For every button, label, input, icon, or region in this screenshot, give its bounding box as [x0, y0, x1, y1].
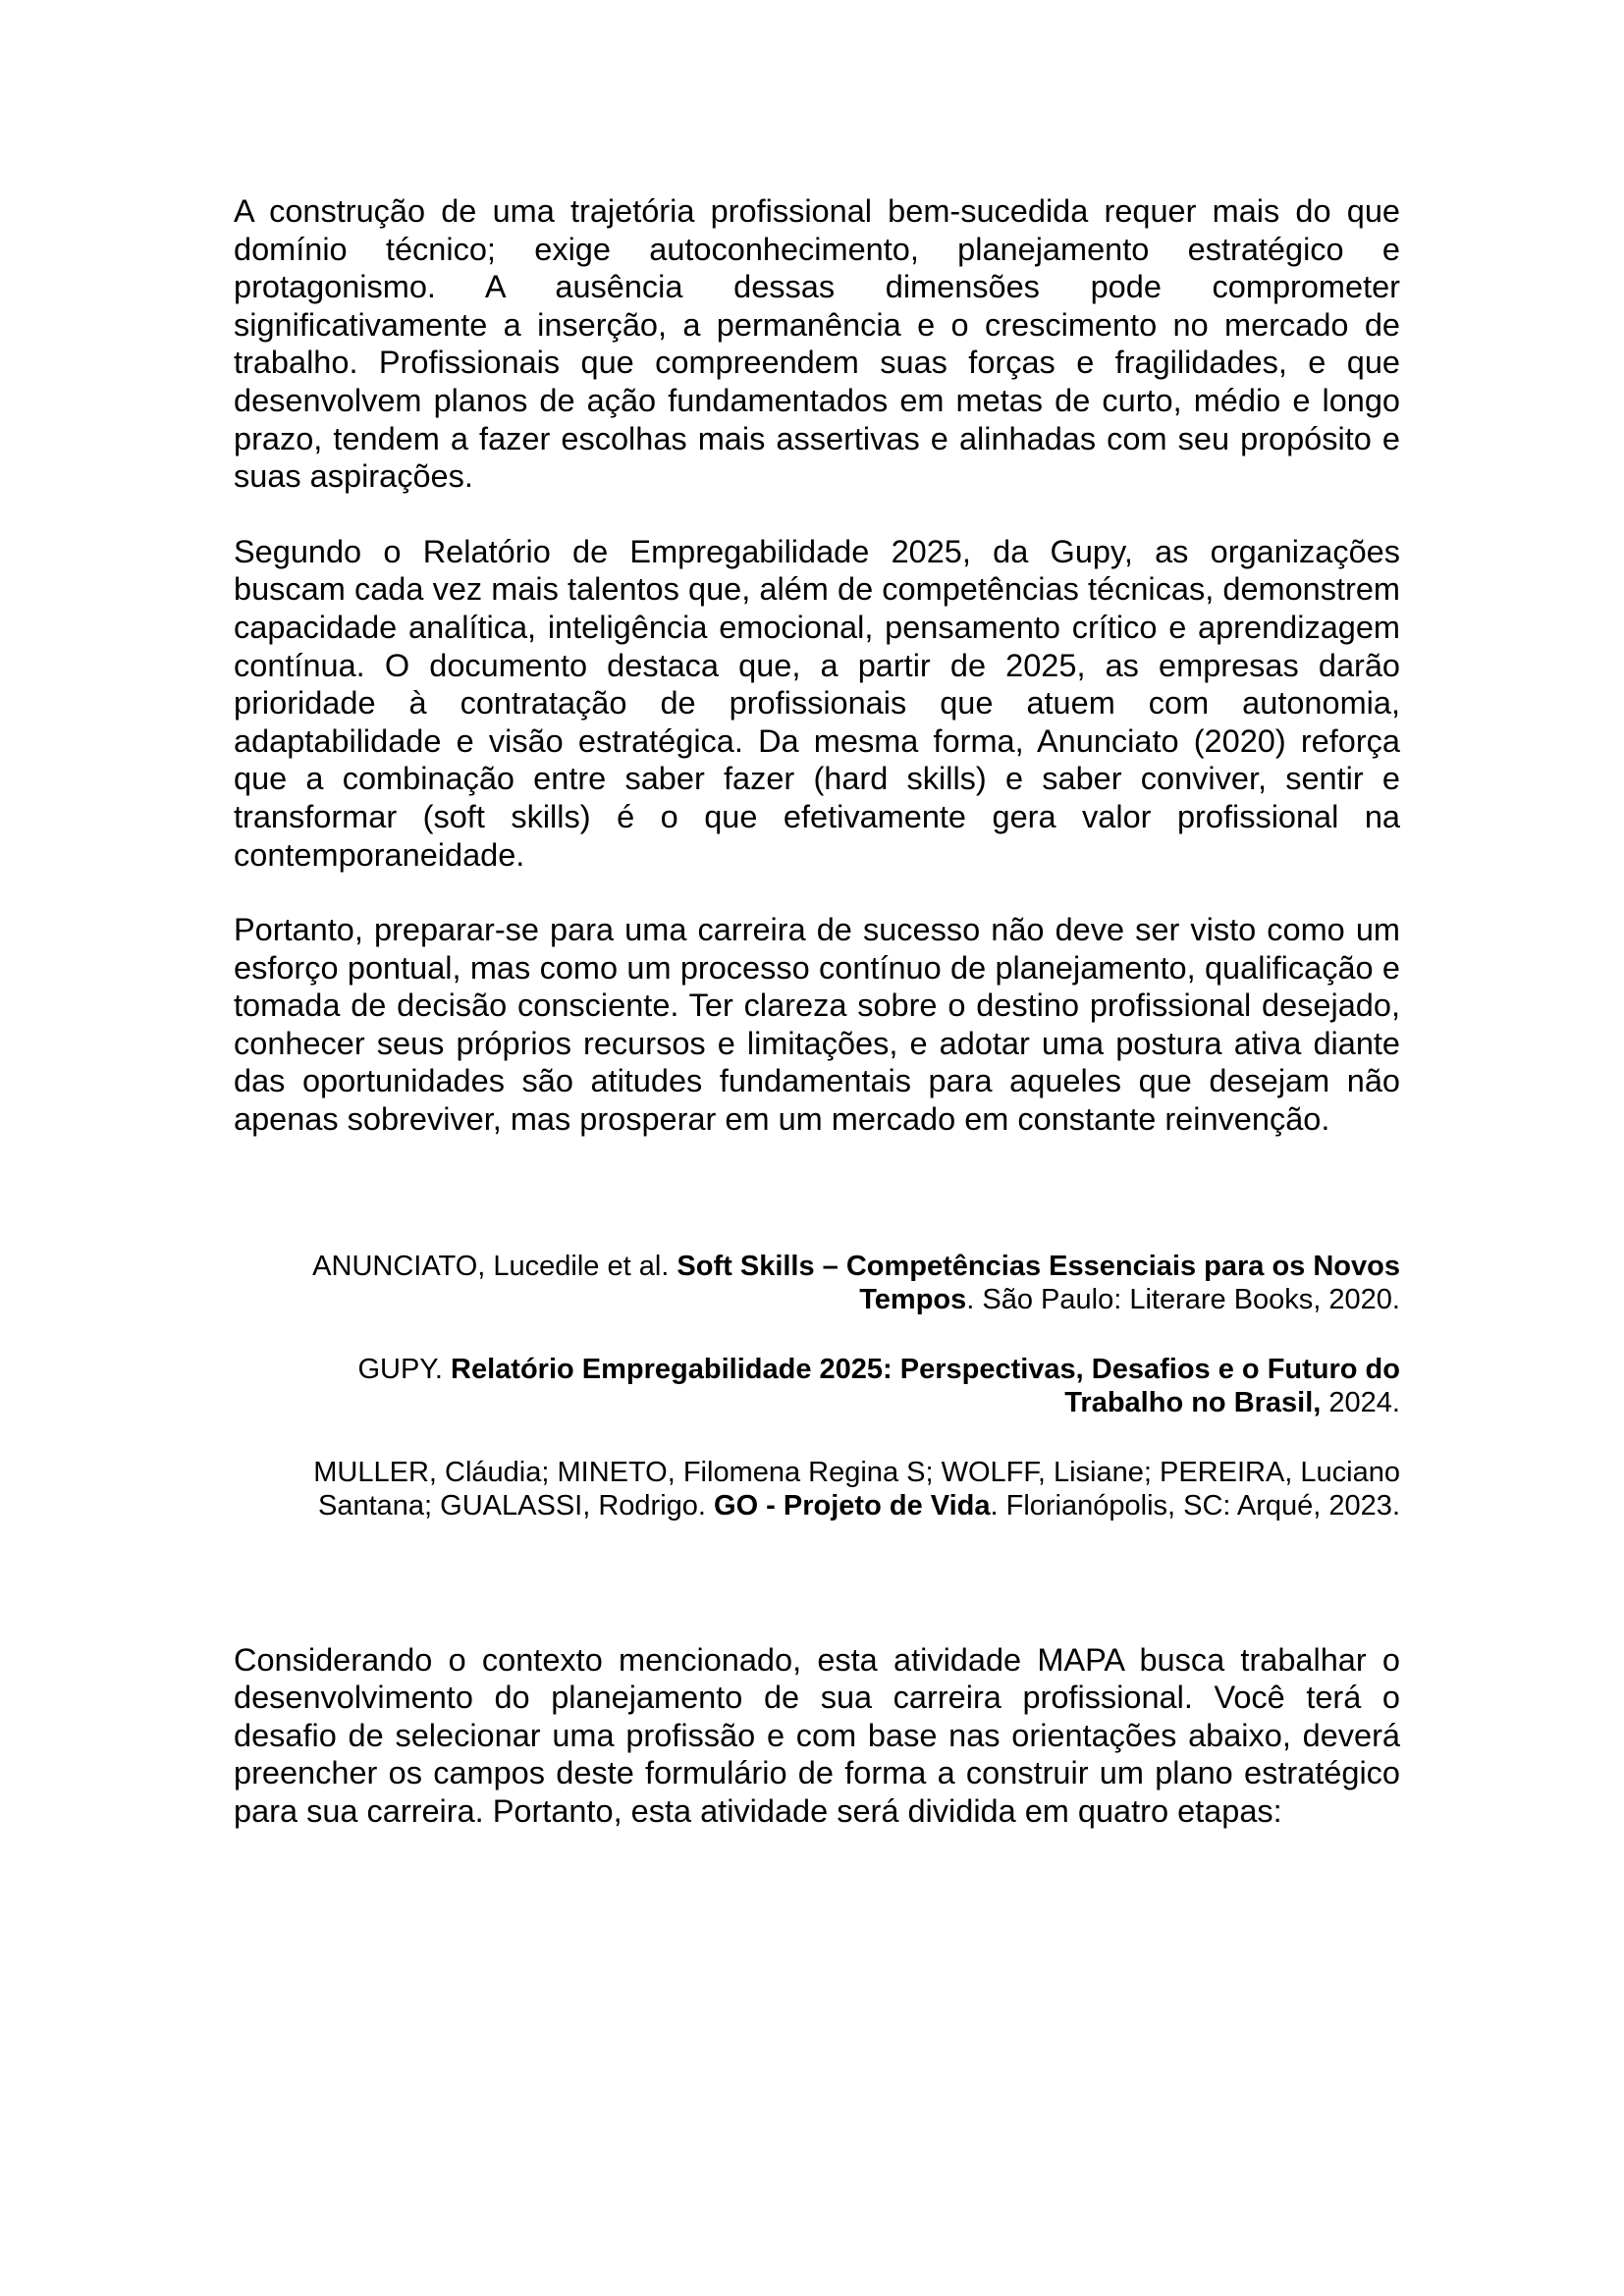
- conclusion-paragraph: Portanto, preparar-se para uma carreira de sucesso não deve ser visto como um esforço pontual, mas como um processo contínuo de planejamento, qualificação e tomada de decisão consciente. Ter clareza sobre o destino profissional desejado, conhecer seus próprios recursos e limitações, e adotar uma postura ativa diante das oportunidades são atitudes fundamentais para aqueles que desejam não apenas sobreviver, mas prosperar em um mercado em constante reinvenção.: [234, 912, 1400, 1138]
- intro-paragraph: A construção de uma trajetória profissional bem-sucedida requer mais do que domínio técnico; exige autoconhecimento, planejamento estratégico e protagonismo. A ausência dessas dimensões pode comprometer significativamente a inserção, a permanência e o crescimento no mercado de trabalho. Profissionais que compreendem suas forças e fragilidades, e que desenvolvem planos de ação fundamentados em metas de curto, médio e longo prazo, tendem a fazer escolhas mais assertivas e alinhadas com seu propósito e suas aspirações.: [234, 193, 1400, 495]
- reference-item: [234, 1456, 1400, 1523]
- reference-details: . São Paulo: Literare Books, 2020.: [966, 1284, 1400, 1316]
- reference-title: GO - Projeto de Vida: [714, 1490, 991, 1522]
- document-page: [234, 192, 1400, 1831]
- reference-authors: GUPY.: [357, 1353, 452, 1385]
- reference-authors: ANUNCIATO, Lucedile et al.: [312, 1250, 677, 1282]
- reference-details: . Florianópolis, SC: Arqué, 2023.: [990, 1490, 1400, 1522]
- reference-details: 2024.: [1321, 1387, 1400, 1419]
- report-paragraph: Segundo o Relatório de Empregabilidade 2025, da Gupy, as organizações buscam cada vez mais talentos que, além de competências técnicas, demonstrem capacidade analítica, inteligência emocional, pensamento crítico e aprendizagem contínua. O documento destaca que, a partir de 2025, as empresas darão prioridade à contratação de profissionais que atuem com autonomia, adaptabilidade e visão estratégica. Da mesma forma, Anunciato (2020) reforça que a combinação entre saber fazer (hard skills) e saber conviver, sentir e transformar (soft skills) é o que efetivamente gera valor profissional na contemporaneidade.: [234, 533, 1400, 873]
- references-list: [234, 1250, 1400, 1523]
- reference-authors: MULLER, Cláudia; MINETO, Filomena Regina S; WOLFF, Lisiane; PEREIRA, Luciano Santana; GUALASSI, Rodrigo.: [313, 1456, 1400, 1522]
- activity-paragraph: Considerando o contexto mencionado, esta atividade MAPA busca trabalhar o desenvolvimento do planejamento de sua carreira profissional. Você terá o desafio de selecionar uma profissão e com base nas orientações abaixo, deverá preencher os campos deste formulário de forma a construir um plano estratégico para sua carreira. Portanto, esta atividade será dividida em quatro etapas:: [234, 1641, 1400, 1830]
- reference-item: [234, 1250, 1400, 1317]
- reference-title: Soft Skills – Competências Essenciais para os Novos Tempos: [677, 1250, 1400, 1316]
- reference-title: Relatório Empregabilidade 2025: Perspectivas, Desafios e o Futuro do Trabalho no Brasil,: [451, 1353, 1400, 1419]
- reference-item: [234, 1353, 1400, 1420]
